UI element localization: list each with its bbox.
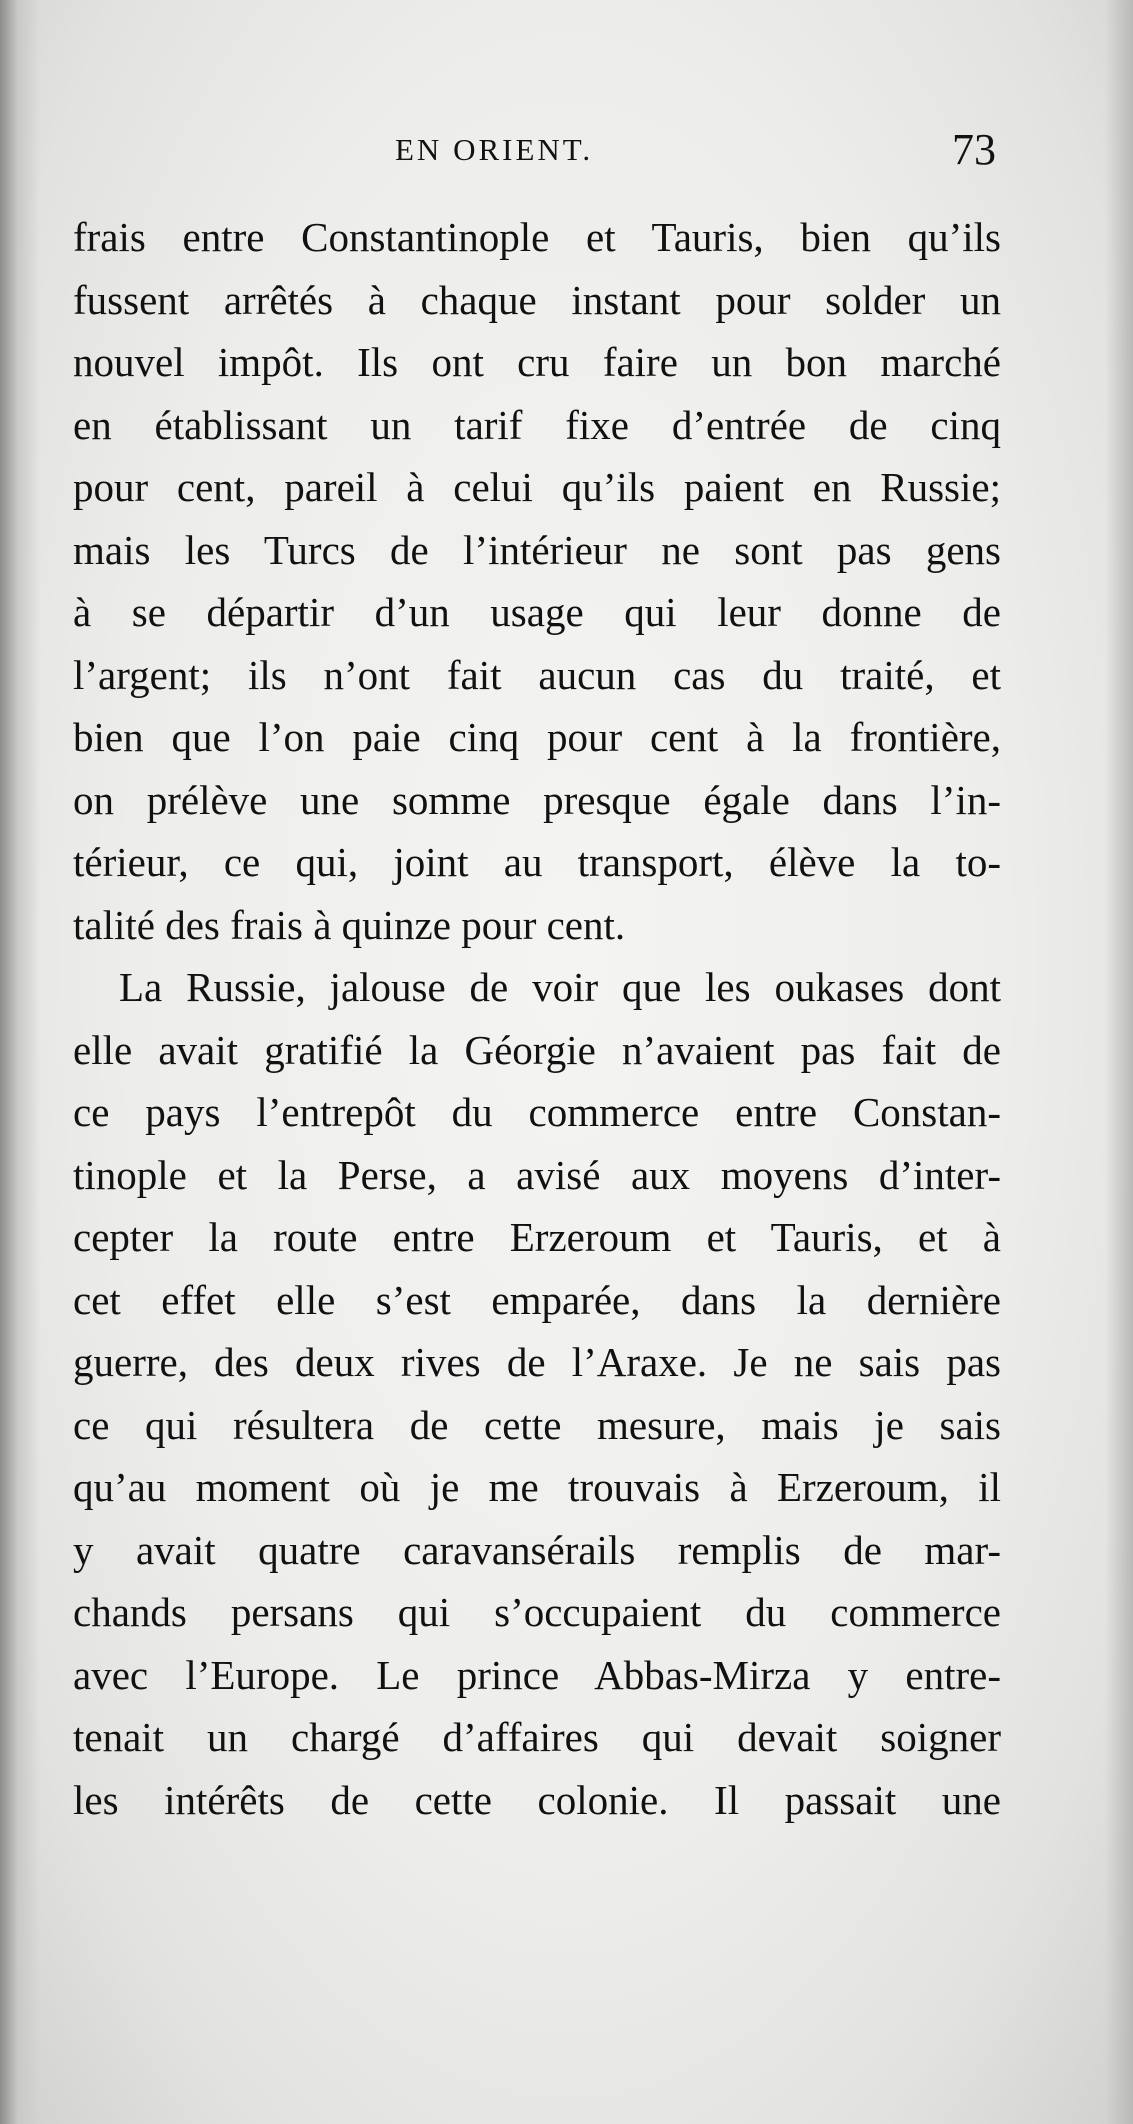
running-head: EN ORIENT. [395, 132, 594, 167]
text-line: frais entre Constantinople et Tauris, bien qu’ils [73, 214, 1001, 260]
page-number: 73 [952, 125, 996, 174]
text-line: y avait quatre caravansérails remplis de mar- [73, 1526, 1001, 1573]
text-line: en établissant un tarif fixe d’entrée de cinq [73, 401, 1001, 448]
text-line: ce pays l’entrepôt du commerce entre Constan- [73, 1089, 1001, 1135]
text-line: on prélève une somme presque égale dans l’in- [73, 776, 1001, 823]
text-line: chands persans qui s’occupaient du commerce [73, 1589, 1001, 1635]
text-line-first: La Russie, jalouse de voir que les oukases dont [119, 964, 1001, 1010]
text-line-last: talité des frais à quinze pour cent. [73, 901, 626, 948]
text-line: elle avait gratifié la Géorgie n’avaient pas fait de [73, 1026, 1001, 1073]
text-line: avec l’Europe. Le prince Abbas-Mirza y entre- [73, 1651, 1001, 1698]
text-line: guerre, des deux rives de l’Araxe. Je ne sais pas [73, 1339, 1001, 1385]
text-line: bien que l’on paie cinq pour cent à la frontière, [73, 714, 1001, 760]
text-line: l’argent; ils n’ont fait aucun cas du traité, et [73, 651, 1001, 698]
text-line: les intérêts de cette colonie. Il passait une [73, 1776, 1001, 1823]
text-line: cepter la route entre Erzeroum et Tauris, et à [73, 1214, 1001, 1260]
text-line: cet effet elle s’est emparée, dans la dernière [73, 1276, 1001, 1323]
text-line: tinople et la Perse, a avisé aux moyens d’inter- [73, 1151, 1001, 1198]
text-line: à se départir d’un usage qui leur donne de [73, 589, 1001, 635]
text-line: térieur, ce qui, joint au transport, élève la to- [73, 839, 1001, 885]
body-text [73, 206, 1001, 1831]
text-line: nouvel impôt. Ils ont cru faire un bon marché [73, 339, 1001, 385]
text-line: ce qui résultera de cette mesure, mais je sais [73, 1401, 1001, 1448]
text-line: mais les Turcs de l’intérieur ne sont pas gens [73, 526, 1001, 573]
text-line: qu’au moment où je me trouvais à Erzeroum, il [73, 1464, 1001, 1510]
text-line: fussent arrêtés à chaque instant pour solder un [73, 276, 1001, 323]
paragraph-2 [73, 956, 1001, 1831]
paragraph-1 [73, 206, 1001, 956]
text-line: pour cent, pareil à celui qu’ils paient en Russie; [73, 464, 1001, 510]
page-header [0, 125, 1133, 182]
text-line: tenait un chargé d’affaires qui devait soigner [73, 1714, 1001, 1760]
